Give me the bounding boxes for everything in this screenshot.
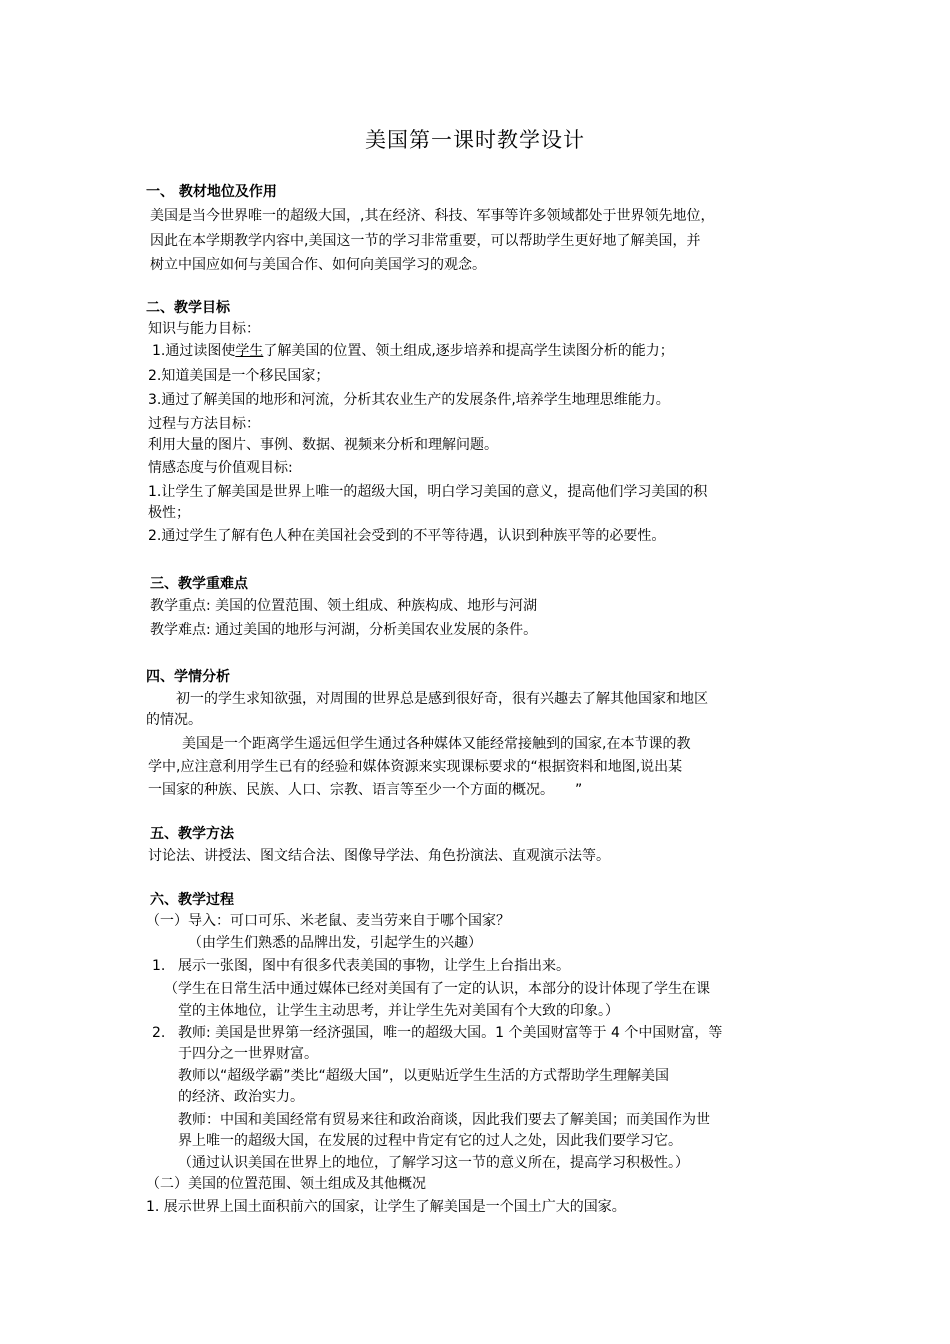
paragraph-line: 利用大量的图片、事例、数据、视频来分析和理解问题。 — [148, 437, 498, 453]
subsection-heading: （一）导入：可口可乐、米老鼠、麦当劳来自于哪个国家？ — [146, 913, 510, 929]
note-line: （学生在日常生活中通过媒体已经对美国有了一定的认识，本部分的设计体现了学生在课 — [164, 981, 710, 997]
list-item-text: 界上唯一的超级大国，在发展的过程中肯定有它的过人之处，因此我们要学习它。 — [178, 1133, 682, 1149]
paragraph-line: 美国是一个距离学生遥远但学生通过各种媒体又能经常接触到的国家,在本节课的教 — [182, 736, 691, 752]
section-heading-4: 四、学情分析 — [146, 669, 230, 685]
document-title: 美国第一课时教学设计 — [365, 128, 585, 152]
section-heading-1: 一、 教材地位及作用 — [146, 184, 277, 200]
objective-item: 3.通过了解美国的地形和河流，分析其农业生产的发展条件,培养学生地理思维能力。 — [148, 392, 670, 408]
list-item-text: 的经济、政治实力。 — [178, 1089, 304, 1105]
list-item-text: 1. 展示世界上国土面积前六的国家，让学生了解美国是一个国土广大的国家。 — [146, 1199, 626, 1215]
subheading-emotion: 情感态度与价值观目标: — [148, 460, 293, 476]
paragraph-line: 一国家的种族、民族、人口、宗教、语言等至少一个方面的概况。 ” — [148, 782, 583, 798]
paragraph-line: 因此在本学期教学内容中,美国这一节的学习非常重要，可以帮助学生更好地了解美国，并 — [150, 233, 701, 249]
list-item-text: 展示一张图，图中有很多代表美国的事物，让学生上台指出来。 — [178, 958, 570, 974]
objective-text: 1.通过读图使 — [152, 343, 236, 359]
paragraph-line: 学中,应注意利用学生已有的经验和媒体资源来实现课标要求的“根据资料和地图,说出某 — [148, 759, 683, 775]
paragraph-line: 的情况。 — [146, 712, 202, 728]
objective-item-continued: 极性； — [148, 505, 190, 521]
paragraph-line: 美国是当今世界唯一的超级大国，,其在经济、科技、军事等许多领域都处于世界领先地位， — [150, 208, 715, 224]
list-number: 2. — [152, 1025, 166, 1041]
subsection-heading: （二）美国的位置范围、领土组成及其他概况 — [146, 1176, 426, 1192]
paragraph-line: 初一的学生求知欲强，对周围的世界总是感到很好奇，很有兴趣去了解其他国家和地区 — [176, 691, 708, 707]
objective-item: 2.知道美国是一个移民国家； — [148, 368, 330, 384]
list-item-text: 教师以“超级学霸”类比“超级大国”，以更贴近学生生活的方式帮助学生理解美国 — [178, 1068, 670, 1084]
paragraph-line: 教学难点: 通过美国的地形与河湖，分析美国农业发展的条件。 — [150, 622, 538, 638]
list-item-text: 教师：中国和美国经常有贸易来往和政治商谈，因此我们要去了解美国；而美国作为世 — [178, 1112, 710, 1128]
section-heading-3: 三、教学重难点 — [150, 576, 248, 592]
objective-item: 1.让学生了解美国是世界上唯一的超级大国，明白学习美国的意义，提高他们学习美国的积 — [148, 484, 708, 500]
note-line: （由学生们熟悉的品牌出发，引起学生的兴趣） — [188, 935, 482, 951]
objective-text: 了解美国的位置、领土组成,逐步培养和提高学生读图分析的能力； — [263, 343, 674, 359]
section-heading-6: 六、教学过程 — [150, 892, 234, 908]
list-number: 1. — [152, 958, 166, 974]
subheading-process: 过程与方法目标： — [148, 416, 260, 432]
list-item-text: 于四分之一世界财富。 — [178, 1046, 318, 1062]
section-heading-2: 二、教学目标 — [146, 300, 230, 316]
list-item-text: 教师: 美国是世界第一经济强国，唯一的超级大国。1 个美国财富等于 4 个中国财富，等 — [178, 1025, 723, 1041]
paragraph-line: 讨论法、讲授法、图文结合法、图像导学法、角色扮演法、直观演示法等。 — [148, 848, 610, 864]
subheading-knowledge: 知识与能力目标： — [148, 321, 260, 337]
section-heading-5: 五、教学方法 — [150, 826, 234, 842]
underlined-word: 学生 — [235, 343, 264, 359]
paragraph-line: 树立中国应如何与美国合作、如何向美国学习的观念。 — [150, 257, 486, 273]
objective-item: 2.通过学生了解有色人种在美国社会受到的不平等待遇，认识到种族平等的必要性。 — [148, 528, 666, 544]
paragraph-line: 教学重点: 美国的位置范围、领土组成、种族构成、地形与河湖 — [150, 598, 538, 614]
note-line: 堂的主体地位，让学生主动思考，并让学生先对美国有个大致的印象。） — [178, 1003, 619, 1019]
objective-item — [152, 341, 674, 361]
note-line: （通过认识美国在世界上的地位，了解学习这一节的意义所在，提高学习积极性。） — [178, 1155, 689, 1171]
